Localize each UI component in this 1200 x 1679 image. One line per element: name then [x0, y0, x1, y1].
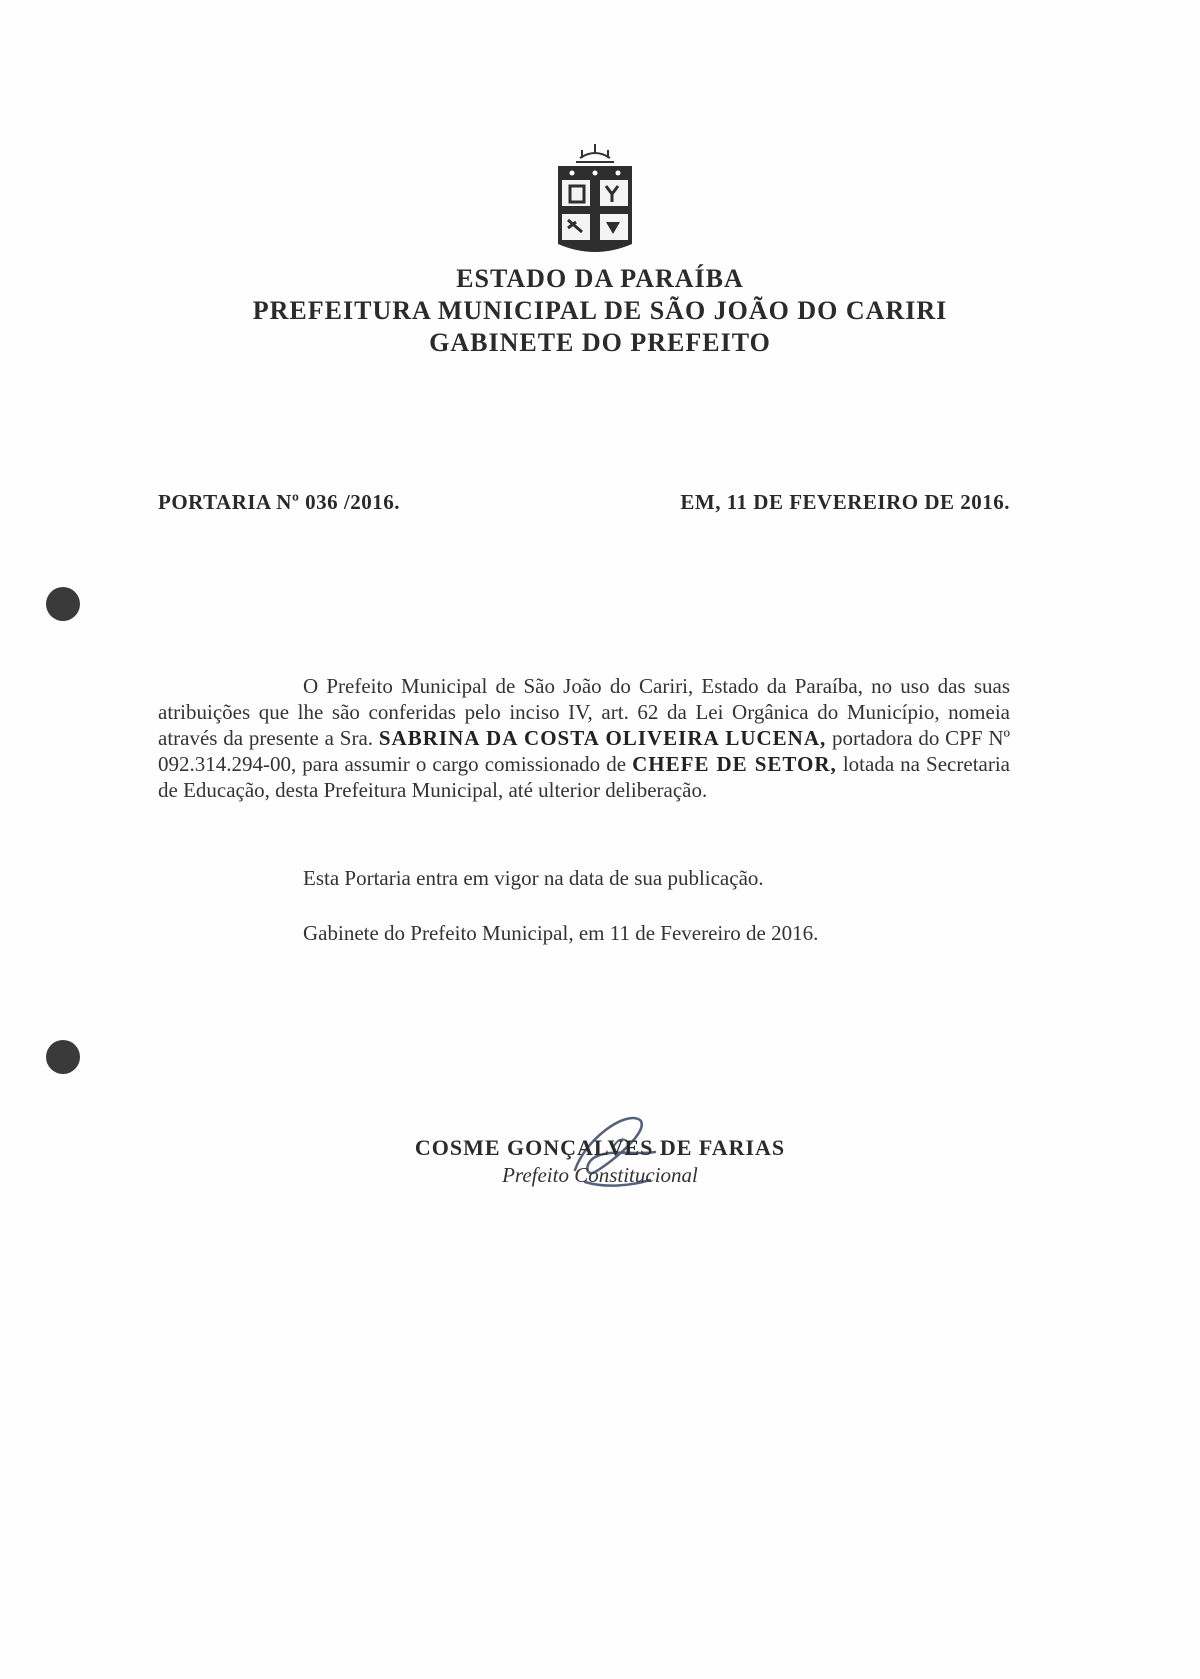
header-office: GABINETE DO PREFEITO — [429, 328, 771, 357]
ordinance-date: EM, 11 DE FEVEREIRO DE 2016. — [680, 490, 1010, 514]
signatory-title: Prefeito Constitucional — [502, 1163, 698, 1187]
signatory-name: COSME GONÇALVES DE FARIAS — [414, 1135, 786, 1160]
effective-date-paragraph: Esta Portaria entra em vigor na data de sua publicação. — [303, 866, 764, 890]
header-municipality: PREFEITURA MUNICIPAL DE SÃO JOÃO DO CARIRI — [252, 296, 948, 325]
appointee-name: SABRINA DA COSTA OLIVEIRA LUCENA, — [378, 726, 827, 750]
municipal-crest-icon — [550, 140, 640, 260]
position-title: CHEFE DE SETOR, — [632, 752, 837, 776]
body-text-intro: O Prefeito Municipal de São João do Cariri, Estado da Paraíba, no uso das suas atribuições que lhe são conferidas pelo inciso IV, art. 62 da Lei Orgânica do Município, nomeia através da presente a Sra. — [158, 674, 1010, 750]
ordinance-number: PORTARIA Nº 036 /2016. — [158, 490, 400, 514]
body-text-cpf: portadora do CPF Nº 092.314.294-00, para assumir o cargo comissionado de — [158, 726, 1010, 776]
body-text-closing: lotada na Secretaria de Educação, desta Prefeitura Municipal, até ulterior deliberação. — [158, 752, 1010, 802]
header-state: ESTADO DA PARAÍBA — [456, 264, 744, 293]
ordinance-body-paragraph — [158, 673, 1010, 803]
signing-location-paragraph: Gabinete do Prefeito Municipal, em 11 de Fevereiro de 2016. — [303, 921, 819, 945]
punch-hole — [46, 587, 80, 621]
punch-hole — [46, 1040, 80, 1074]
